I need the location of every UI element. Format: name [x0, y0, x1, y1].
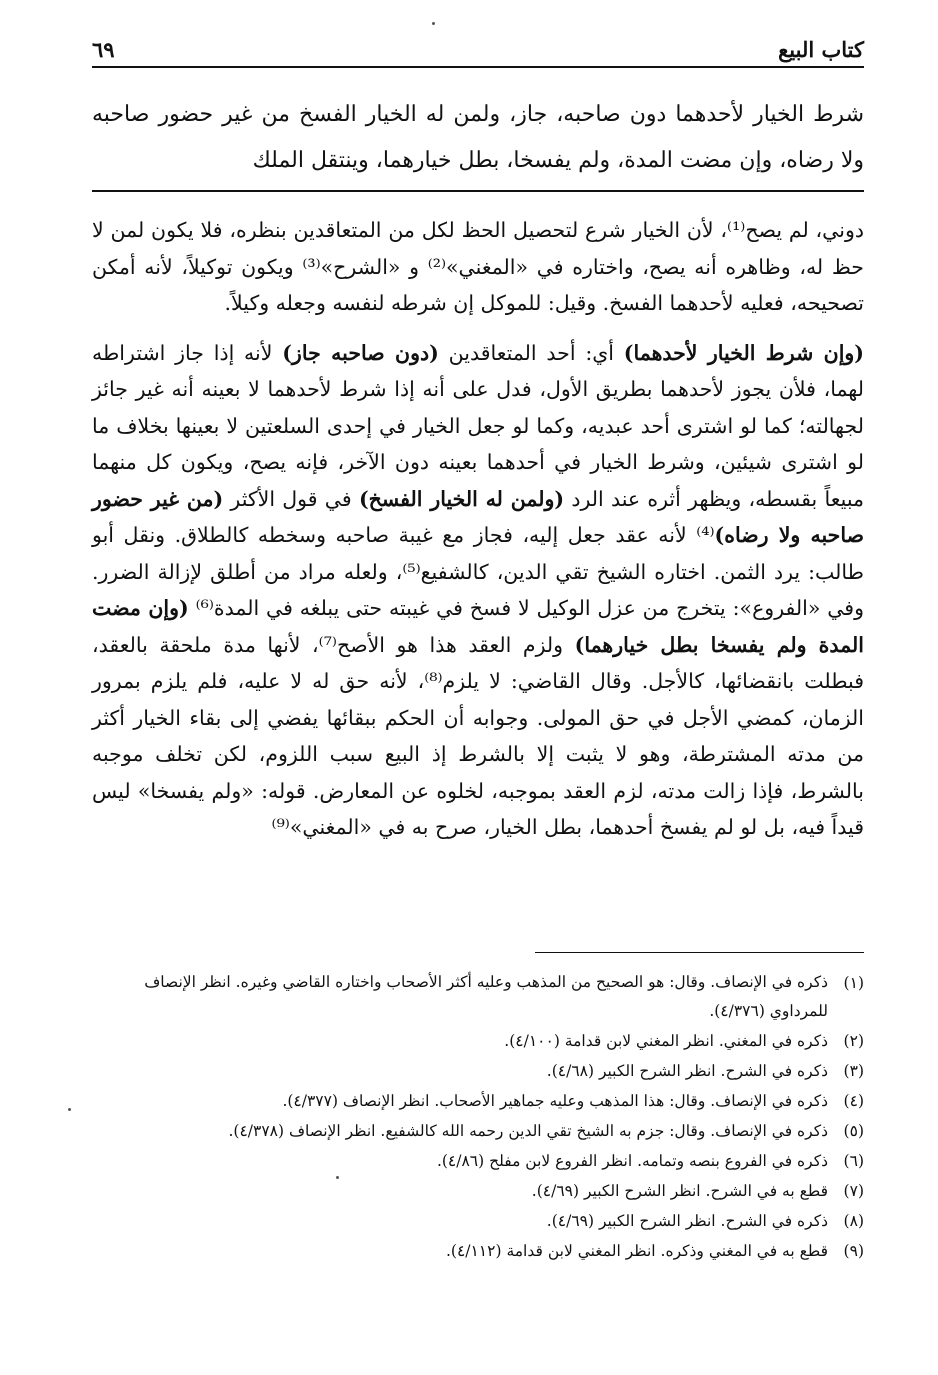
footnote-text: ذكره في الفروع بنصه وتمامه. انظر الفروع لابن مفلح (٤/٨٦). — [436, 1152, 828, 1170]
matn-quote: (من غير حضور صاحبه ولا رضاه) — [92, 486, 864, 547]
footnote — [92, 1086, 864, 1116]
page-header — [92, 26, 864, 68]
commentary — [92, 212, 864, 846]
matn-text — [92, 92, 864, 184]
footnote-number: (٤) — [843, 1092, 864, 1110]
footnote — [92, 1056, 864, 1086]
footnote — [92, 1176, 864, 1206]
footnote — [92, 1206, 864, 1236]
commentary-run: ⁽⁴⁾ لأنه عقد جعل إليه، فجاز مع غيبة صاحبه وسخطه كالطلاق. ونقل أبو طالب: يرد الثمن. اختاره الشيخ تقي الدين، كالشفيع⁽⁵⁾، ولعله مراد من أطلق لإزالة الضرر. وفي «الفروع»: يتخرج من عزل الوكيل لا فسخ في غيبته حتى يبلغه في المدة⁽⁶⁾ — [92, 523, 864, 620]
footnote-number: (٢) — [843, 1032, 864, 1050]
matn-quote: (وإن مضت المدة ولم يفسخا بطل خيارهما) — [92, 596, 864, 657]
commentary-run: ولزم العقد هذا هو الأصح⁽⁷⁾، لأنها مدة ملحقة بالعقد، فبطلت بانقضائها، كالأجل. وقال القاضي: لا يلزم⁽⁸⁾، لأنه حق له لا عليه، فلم يلزم بمرور الزمان، كمضي الأجل في حق المولى. وجوابه أن الحكم ببقائها يفضي إلى بقاء الخيار أكثر من مدته المشترطة، وهو لا يثبت إلا بالشرط إذ البيع سبب اللزوم، لكن تخلف موجبه بالشرط، فإذا زالت مدته، لزم العقد بموجبه، لخلوه عن المعارض. قوله: «ولم يفسخا» ليس قيداً فيه، بل لو لم يفسخ أحدهما، بطل الخيار، صرح به في «المغني»⁽⁹⁾ — [92, 632, 864, 839]
footnote-text: ذكره في الإنصاف. وقال: هذا المذهب وعليه جماهير الأصحاب. انظر الإنصاف (٤/٣٧٧). — [282, 1092, 828, 1110]
footnotes — [92, 968, 864, 1266]
matn-quote: (وإن شرط الخيار لأحدهما) — [623, 340, 865, 365]
footnote-number: (٦) — [843, 1152, 864, 1170]
footnote-text: ذكره في الشرح. انظر الشرح الكبير (٤/٦٩). — [546, 1212, 828, 1230]
matn-quote: (دون صاحبه جاز) — [282, 340, 439, 365]
footnote-number: (٥) — [843, 1122, 864, 1140]
commentary-paragraph-2 — [92, 335, 864, 846]
footnote-number: (٩) — [843, 1242, 864, 1260]
footnote-number: (٣) — [843, 1062, 864, 1080]
footnote — [92, 968, 864, 1026]
book-title: كتاب البيع — [778, 37, 864, 62]
footnote-number: (١) — [843, 974, 864, 992]
footnote — [92, 1116, 864, 1146]
footnote-text: ذكره في الشرح. انظر الشرح الكبير (٤/٦٨). — [546, 1062, 828, 1080]
commentary-paragraph-1: دوني، لم يصح⁽¹⁾، لأن الخيار شرع لتحصيل الحظ لكل من المتعاقدين بنظره، فلا يكون لمن لا حظ له، وظاهره أنه يصح، واختاره في «المغني»⁽²⁾ و «الشرح»⁽³⁾ ويكون توكيلاً، لأنه أمكن تصحيحه، فعليه لأحدهما الفسخ. وقيل: للموكل إن شرطه لنفسه وجعله وكيلاً. — [92, 218, 864, 315]
footnote-number: (٧) — [843, 1182, 864, 1200]
matn-divider — [92, 190, 864, 192]
commentary-run: لأنه إذا جاز اشتراطه لهما، فلأن يجوز لأحدهما بطريق الأول، فدل على أنه إذا شرط لأحدهما لا بعينه أنه غير جائز لجهالته؛ كما لو اشترى أحد عبديه، وكما لو جعل الخيار في إحدى السلعتين لا بعينها بخلاف ما لو اشترى شيئين، وشرط الخيار في أحدهما بعينه دون الآخر، فإنه يصح، ويكون كل منهما مبيعاً بقسطه، ويظهر أثره عند الرد — [92, 340, 864, 511]
footnote-text: ذكره في الإنصاف. وقال: جزم به الشيخ تقي الدين رحمه الله كالشفيع. انظر الإنصاف (٤/٣٧٨). — [228, 1122, 828, 1140]
page-number: ٦٩ — [92, 37, 115, 62]
footnote-number: (٨) — [843, 1212, 864, 1230]
footnote-text: قطع به في الشرح. انظر الشرح الكبير (٤/٦٩). — [531, 1182, 828, 1200]
footnote — [92, 1026, 864, 1056]
footnote-text: قطع به في المغني وذكره. انظر المغني لابن قدامة (٤/١١٢). — [445, 1242, 828, 1260]
footnotes-divider — [535, 952, 864, 953]
footnote — [92, 1236, 864, 1266]
footnote-text: ذكره في الإنصاف. وقال: هو الصحيح من المذهب وعليه أكثر الأصحاب واختاره القاضي وغيره. انظر الإنصاف للمرداوي (٤/٣٧٦). — [144, 973, 828, 1020]
footnote-text: ذكره في المغني. انظر المغني لابن قدامة (٤/١٠٠). — [504, 1032, 828, 1050]
commentary-run: في قول الأكثر — [223, 486, 359, 511]
footnote — [92, 1146, 864, 1176]
commentary-run: أي: أحد المتعاقدين — [438, 340, 624, 365]
matn-quote: (ولمن له الخيار الفسخ) — [358, 486, 565, 511]
matn-paragraph: شرط الخيار لأحدهما دون صاحبه، جاز، ولمن له الخيار الفسخ من غير حضور صاحبه ولا رضاه، وإن مضت المدة، ولم يفسخا، بطل خيارهما، وينتقل الملك — [92, 102, 864, 173]
